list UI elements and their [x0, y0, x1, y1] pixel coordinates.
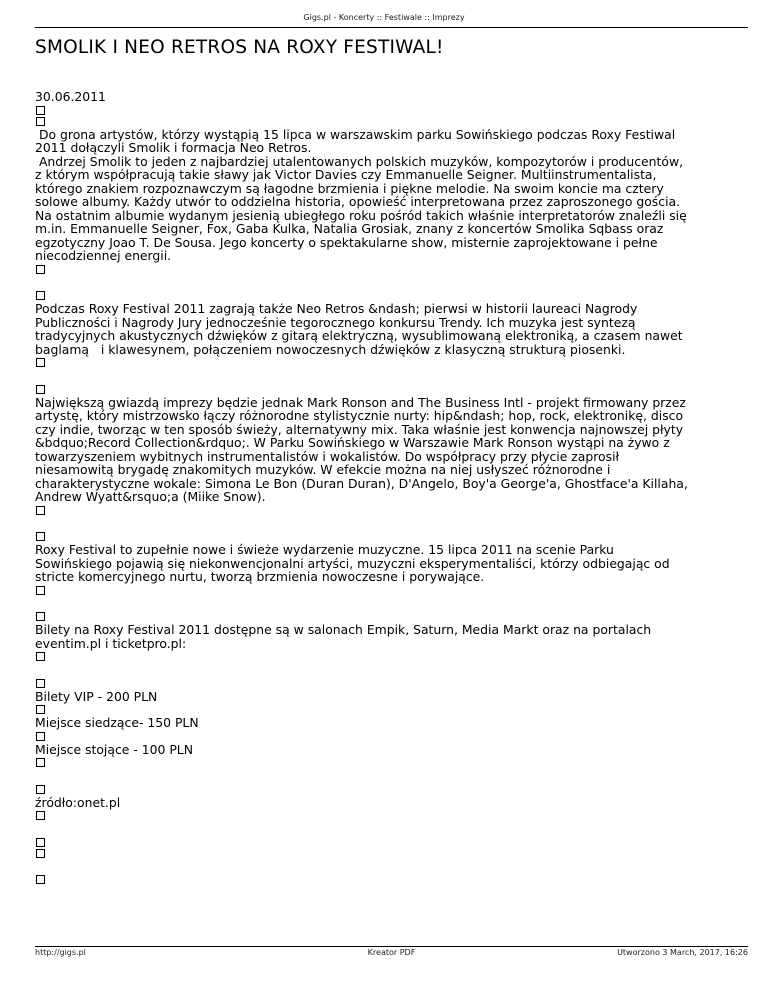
- footer-site-url[interactable]: http://gigs.pl: [35, 948, 86, 957]
- paragraph-line: Andrew Wyatt&rsquo;a (Miike Snow).: [35, 489, 266, 504]
- paragraph-line: Roxy Festival to zupełnie nowe i świeże wydarzenie muzyczne. 15 lipca 2011 na scenie Parku: [35, 542, 614, 557]
- missing-glyph-box: [36, 732, 45, 741]
- missing-glyph-box: [36, 385, 45, 394]
- missing-glyph-box: [36, 612, 45, 621]
- paragraph-line: Do grona artystów, którzy wystąpią 15 lipca w warszawskim parku Sowińskiego podczas Roxy Festiwal: [35, 126, 676, 142]
- paragraph-line: solowe albumy. Każdy utwór to oddzielna historia, opowieść interpretowana przez zaproszonego gościa.: [35, 194, 681, 209]
- site-header-title: Gigs.pl - Koncerty :: Festiwale :: Imprezy: [303, 13, 465, 22]
- missing-glyph-box: [36, 679, 45, 688]
- paragraph-line: czy indie, tworząc w ten sposób świeży, alternatywny mix. Taka właśnie jest konwencja najnowszej płyty: [35, 421, 684, 437]
- missing-glyph-box: [36, 106, 45, 115]
- paragraph-line: baglamą i klawesynem, połączeniem nowoczesnych dźwięków z klasyczną strukturą piosenki.: [35, 341, 626, 357]
- ticket-standing: Miejsce stojące - 100 PLN: [35, 741, 193, 757]
- missing-glyph-box: [36, 705, 45, 714]
- paragraph-line: Bilety na Roxy Festival 2011 dostępne są w salonach Empik, Saturn, Media Markt oraz na portalach: [35, 622, 652, 637]
- missing-glyph-box: [36, 849, 45, 858]
- footer-divider: [35, 946, 748, 947]
- paragraph-line: towarzyszeniem wybitnych instrumentalistów i wokalistów. Do współpracy przy płycie zaprosił: [35, 448, 620, 464]
- paragraph-line: charakterystyczne wokale: Simona Le Bon (Duran Duran), D'Angelo, Boy'a George'a, Ghostface'a Killaha,: [35, 475, 688, 491]
- paragraph-line: którego znakiem rozpoznawczym są łagodne brzmienia i piękne melodie. Na swoim koncie ma cztery: [35, 180, 664, 196]
- article-date: 30.06.2011: [35, 89, 106, 104]
- paragraph-line: egzotyczny Joao T. De Sousa. Jego koncerty o spektakularne show, misternie zaprojektowane i pełne: [35, 234, 658, 250]
- paragraph-line: niecodziennej energii.: [35, 248, 172, 263]
- footer-created-date: Utworzono 3 March, 2017, 16:26: [617, 948, 748, 957]
- paragraph-line: Największą gwiazdą imprezy będzie jednak Mark Ronson and The Business Intl - projekt firmowany przez: [35, 394, 686, 410]
- missing-glyph-box: [36, 117, 45, 126]
- article-title: SMOLIK I NEO RETROS NA ROXY FESTIWAL!: [35, 37, 444, 58]
- missing-glyph-box: [36, 291, 45, 300]
- paragraph-line: stricte komercyjnego nurtu, tworzą brzmienia nowoczesne i porywające.: [35, 569, 485, 584]
- missing-glyph-box: [36, 532, 45, 541]
- article-source: źródło:onet.pl: [35, 794, 121, 810]
- missing-glyph-box: [36, 785, 45, 794]
- paragraph-line: niesamowitą brygadę znakomitych muzyków. W efekcie można na niej usłyszeć różnorodne i: [35, 462, 611, 477]
- missing-glyph-box: [36, 586, 45, 595]
- paragraph-line: eventim.pl i ticketpro.pl:: [35, 635, 187, 651]
- paragraph-line: Andrzej Smolik to jeden z najbardziej utalentowanych polskich muzyków, kompozytorów i producentów,: [35, 153, 684, 169]
- missing-glyph-box: [36, 811, 45, 820]
- footer-generator: Kreator PDF: [367, 948, 416, 957]
- missing-glyph-box: [36, 838, 45, 847]
- paragraph-line: tradycyjnych akustycznych dźwięków z gitarą elektryczną, wysublimowaną elektroniką, a czasem nawet: [35, 328, 683, 343]
- paragraph-line: Podczas Roxy Festival 2011 zagrają także Neo Retros &ndash; pierwsi w historii laureaci Nagrody: [35, 301, 638, 316]
- ticket-seated: Miejsce siedzące- 150 PLN: [35, 715, 199, 730]
- paragraph-line: Publiczności i Nagrody Jury jednocześnie tegorocznego konkursu Trendy. Ich muzyka jest syntezą: [35, 314, 636, 330]
- missing-glyph-box: [36, 506, 45, 515]
- missing-glyph-box: [36, 358, 45, 367]
- paragraph-line: artystę, który mistrzowsko łączy różnorodne stylistycznie nurty: hip&ndash; hop, rock, elektronikę, disco: [35, 408, 684, 423]
- header-divider: [35, 27, 748, 28]
- missing-glyph-box: [36, 652, 45, 661]
- missing-glyph-box: [36, 265, 45, 274]
- paragraph-line: m.in. Emmanuelle Seigner, Fox, Gaba Kulka, Natalia Grosiak, znany z koncertów Smolika Sqbass oraz: [35, 221, 664, 236]
- missing-glyph-box: [36, 758, 45, 767]
- article-body: [35, 90, 743, 886]
- ticket-vip: Bilety VIP - 200 PLN: [35, 688, 158, 704]
- paragraph-line: Sowińskiego pojawią się niekonwencjonalni artyści, muzyczni eksperymentaliści, którzy odbiegając od: [35, 555, 670, 571]
- paragraph-line: 2011 dołączyli Smolik i formacja Neo Retros.: [35, 140, 312, 155]
- paragraph-line: &bdquo;Record Collection&rdquo;. W Parku Sowińskiego w Warszawie Mark Ronson wystąpi na żywo z: [35, 435, 670, 450]
- missing-glyph-box: [36, 875, 45, 884]
- paragraph-line: z którym współpracują takie sławy jak Victor Davies czy Emmanuelle Seigner. Multiinstrumentalista,: [35, 167, 657, 182]
- paragraph-line: Na ostatnim albumie wydanym jesienią ubiegłego roku pośród takich właśnie interpretatorów znaleźli się: [35, 207, 687, 223]
